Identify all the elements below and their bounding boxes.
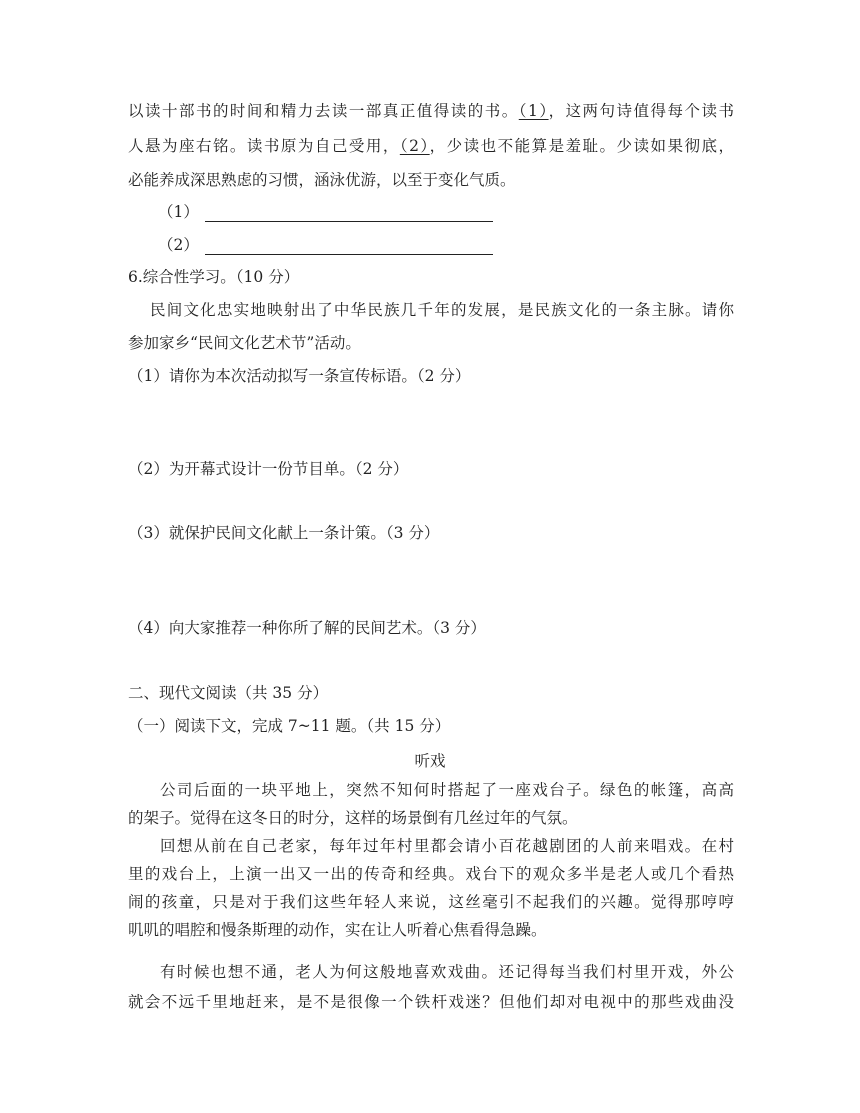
blank-marker-1: （1）: [518, 102, 549, 120]
article-p2-line-3: 闹的孩童，只是对于我们这些年轻人来说，这丝毫引不起我们的兴趣。觉得那哼哼: [128, 893, 734, 911]
article-p3-line-2: 就会不远千里地赶来，是不是很像一个铁杆戏迷？但他们却对电视中的那些戏曲没: [128, 993, 734, 1011]
answer-label: （2）: [158, 236, 199, 254]
question-6-sub-1: （1）请你为本次活动拟写一条宣传标语。（2 分）: [128, 367, 471, 385]
question-6-sub-4: （4）向大家推荐一种你所了解的民间艺术。（3 分）: [128, 619, 486, 637]
article-p1-line-1: 公司后面的一块平地上，突然不知何时搭起了一座戏台子。绿色的帐篷，高高: [160, 781, 734, 799]
question-6-title: 6.综合性学习。（10 分）: [128, 268, 300, 286]
article-p1-line-2: 的架子。觉得在这冬日的时分，这样的场景倒有几丝过年的气氛。: [128, 809, 578, 827]
article-p2-line-2: 里的戏台上，上演一出又一出的传奇和经典。戏台下的观众多半是老人或几个看热: [128, 865, 734, 883]
article-title: 听戏: [414, 752, 446, 770]
passage-text: 人悬为座右铭。读书原为自己受用，: [128, 137, 400, 155]
blank-marker-2: （2）: [399, 137, 430, 155]
passage-text: 以读十部书的时间和精力去读一部真正值得读的书。: [128, 102, 519, 120]
passage-text: ，这两句诗值得每个读书: [548, 102, 734, 120]
article-p2-line-1: 回想从前在自己老家，每年过年村里都会请小百花越剧团的人前来唱戏。在村: [160, 837, 734, 855]
article-p3-line-1: 有时候也想不通，老人为何这般地喜欢戏曲。还记得每当我们村里开戏，外公: [160, 963, 734, 981]
question-6-intro-2: 参加家乡“民间文化艺术节”活动。: [128, 334, 361, 352]
section-2-part-1: （一）阅读下文，完成 7~11 题。（共 15 分）: [128, 717, 451, 735]
passage-text: ，少读也不能算是羞耻。少读如果彻底，: [429, 137, 734, 155]
question-6-intro-1: 民间文化忠实地映射出了中华民族几千年的发展，是民族文化的一条主脉。请你: [150, 301, 734, 319]
passage-line-3: 必能养成深思熟虑的习惯，涵泳优游，以至于变化气质。: [128, 171, 516, 189]
answer-line[interactable]: [205, 205, 493, 222]
answer-blank-1[interactable]: [158, 202, 493, 222]
passage-line-2: [128, 136, 734, 156]
question-6-sub-3: （3）就保护民间文化献上一条计策。（3 分）: [128, 524, 440, 542]
answer-blank-2[interactable]: [158, 235, 493, 255]
answer-line[interactable]: [205, 238, 493, 255]
answer-label: （1）: [158, 203, 199, 221]
article-p2-line-4: 叽叽的唱腔和慢条斯理的动作，实在让人听着心焦看得急躁。: [128, 921, 547, 939]
passage-line-1: [128, 101, 734, 121]
section-2-title: 二、现代文阅读（共 35 分）: [128, 684, 329, 702]
question-6-sub-2: （2）为开幕式设计一份节目单。（2 分）: [128, 460, 409, 478]
